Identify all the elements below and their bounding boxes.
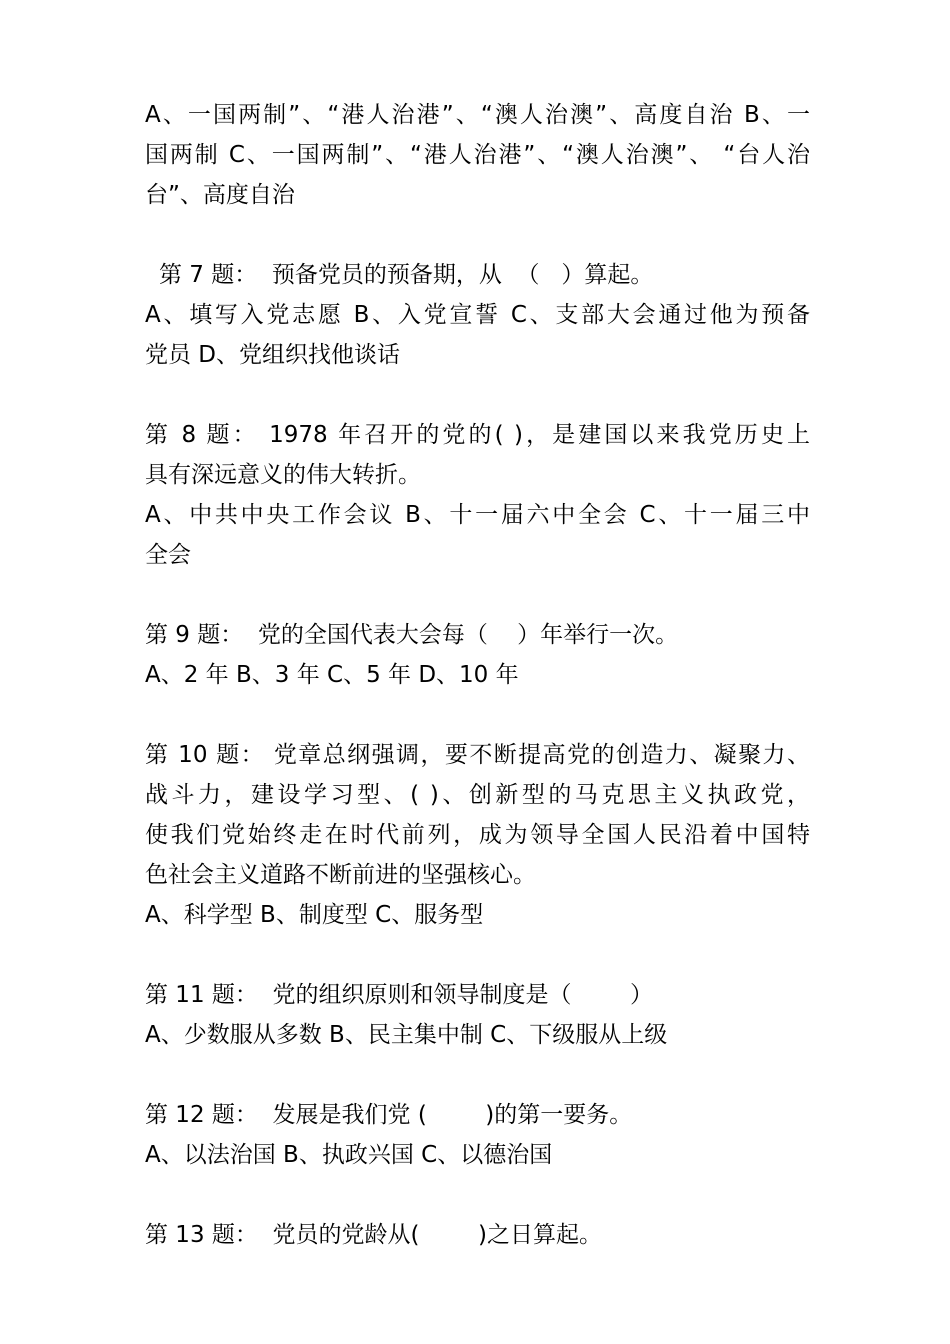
document-page xyxy=(145,95,810,1295)
text-line: 台”、高度自治 xyxy=(145,182,295,208)
option-line: A、2 年 B、3 年 C、5 年 D、10 年 xyxy=(145,662,519,688)
question-text: 色社会主义道路不断前进的坚强核心。 xyxy=(145,862,536,888)
question-text: 具有深远意义的伟大转折。 xyxy=(145,462,421,488)
question-8 xyxy=(145,415,810,575)
question-text: 第 13 题： 党员的党龄从( )之日算起。 xyxy=(145,1222,602,1248)
option-line: A、少数服从多数 B、民主集中制 C、下级服从上级 xyxy=(145,1022,668,1048)
question-text: 战斗力，建设学习型、( )、创新型的马克思主义执政党， xyxy=(145,782,810,808)
question-text: 第 11 题： 党的组织原则和领导制度是（ ） xyxy=(145,982,653,1008)
option-line: A、填写入党志愿 B、入党宣誓 C、支部大会通过他为预备 xyxy=(145,302,810,328)
question-10 xyxy=(145,735,810,935)
question-13 xyxy=(145,1215,810,1255)
option-line: A、科学型 B、制度型 C、服务型 xyxy=(145,902,484,928)
question-text: 第 10 题： 党章总纲强调，要不断提高党的创造力、凝聚力、 xyxy=(145,742,810,768)
question-11 xyxy=(145,975,810,1055)
option-line: 党员 D、党组织找他谈话 xyxy=(145,342,401,368)
question-text: 使我们党始终走在时代前列，成为领导全国人民沿着中国特 xyxy=(145,822,810,848)
option-line: A、中共中央工作会议 B、十一届六中全会 C、十一届三中 xyxy=(145,502,810,528)
question-text: 第 8 题： 1978 年召开的党的( )，是建国以来我党历史上 xyxy=(145,422,810,448)
question-text: 第 7 题： 预备党员的预备期，从 （ ）算起。 xyxy=(159,262,654,288)
question-7 xyxy=(145,255,810,375)
question-text: 第 9 题： 党的全国代表大会每（ ）年举行一次。 xyxy=(145,622,679,648)
option-line: A、以法治国 B、执政兴国 C、以德治国 xyxy=(145,1142,553,1168)
question-text: 第 12 题： 发展是我们党 ( )的第一要务。 xyxy=(145,1102,633,1128)
text-line: A、一国两制”、“港人治港”、“澳人治澳”、高度自治 B、一 xyxy=(145,102,810,128)
text-line: 国两制 C、一国两制”、“港人治港”、“澳人治澳”、 “台人治 xyxy=(145,142,810,168)
option-line: 全会 xyxy=(145,542,191,568)
question-6-options xyxy=(145,95,810,215)
question-9 xyxy=(145,615,810,695)
question-12 xyxy=(145,1095,810,1175)
